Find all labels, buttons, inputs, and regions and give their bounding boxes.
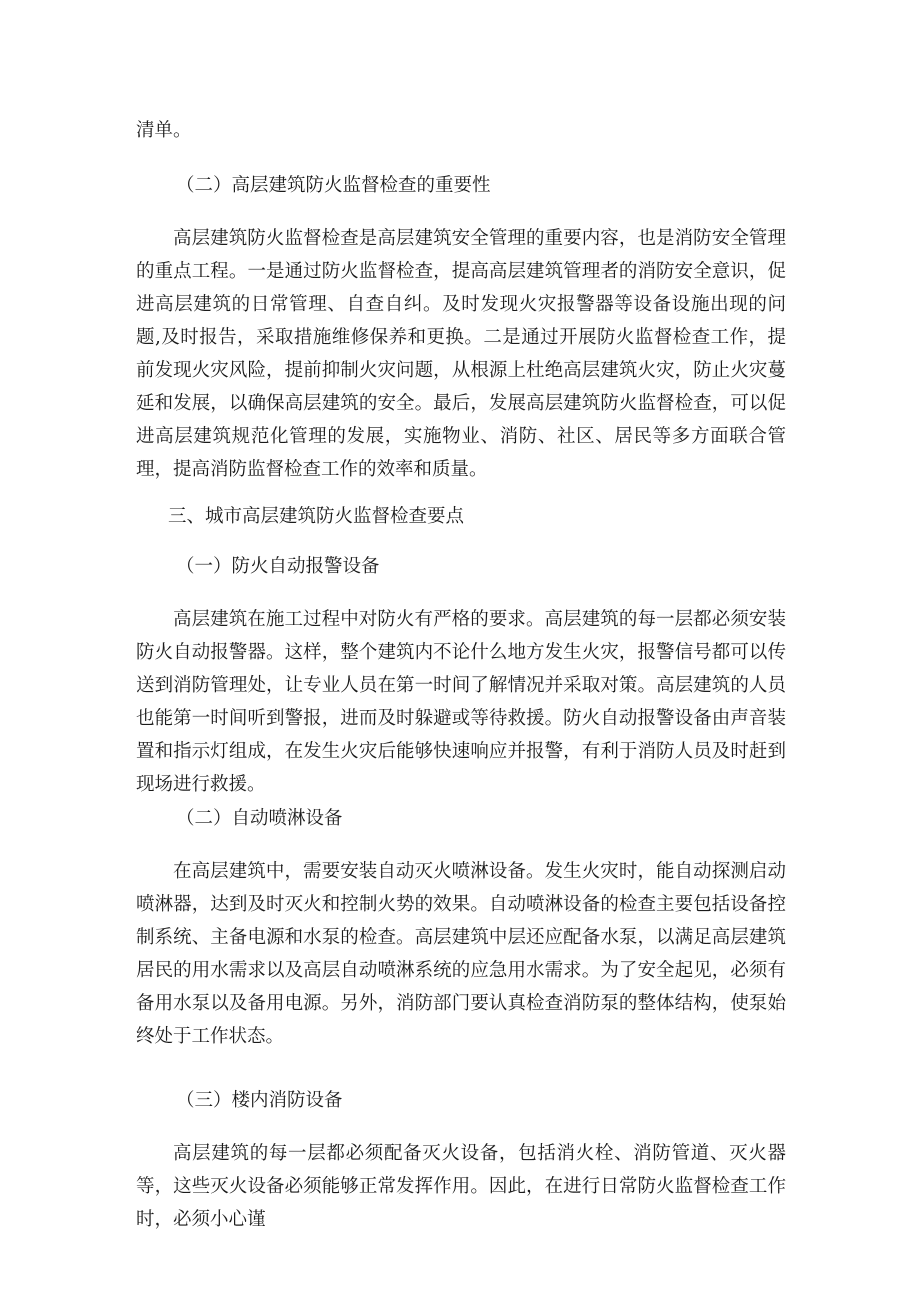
lead-line: 清单。	[136, 120, 192, 141]
section-heading-importance: （二）高层建筑防火监督检查的重要性	[176, 175, 491, 196]
paragraph-indoor-fire-equipment: 高层建筑的每一层都必须配备灭火设备，包括消火栓、消防管道、灭火器等，这些灭火设备必须能够正常发挥作用。因此，在进行日常防火监督检查工作时，必须小心谨	[136, 1143, 786, 1230]
paragraph-importance: 高层建筑防火监督检查是高层建筑安全管理的重要内容，也是消防安全管理的重点工程。一是通过防火监督检查，提高高层建筑管理者的消防安全意识，促进高层建筑的日常管理、自查自纠。及时发现火灾报警器等设备设施出现的问题,及时报告，采取措施维修保养和更换。二是通过开展防火监督检查工作，提前发现火灾风险，提前抑制火灾问题，从根源上杜绝高层建筑火灾，防止火灾蔓延和发展，以确保高层建筑的安全。最后，发展高层建筑防火监督检查，可以促进高层建筑规范化管理的发展，实施物业、消防、社区、居民等多方面联合管理，提高消防监督检查工作的效率和质量。	[136, 228, 786, 480]
section-heading-indoor-fire-equipment: （三）楼内消防设备	[176, 1090, 343, 1111]
paragraph-sprinkler: 在高层建筑中，需要安装自动灭火喷淋设备。发生火灾时，能自动探测启动喷淋器，达到及时灭火和控制火势的效果。自动喷淋设备的检查主要包括设备控制系统、主备电源和水泵的检查。高层建筑中层还应配备水泵，以满足高层建筑居民的用水需求以及高层自动喷淋系统的应急用水需求。为了安全起见，必须有备用水泵以及备用电源。另外，消防部门要认真检查消防泵的整体结构，使泵始终处于工作状态。	[136, 861, 786, 1047]
section-heading-sprinkler: （二）自动喷淋设备	[176, 808, 343, 829]
section-heading-key-points: 三、城市高层建筑防火监督检查要点	[168, 506, 465, 527]
section-heading-auto-alarm: （一）防火自动报警设备	[176, 556, 380, 577]
paragraph-auto-alarm: 高层建筑在施工过程中对防火有严格的要求。高层建筑的每一层都必须安装防火自动报警器。这样，整个建筑内不论什么地方发生火灾，报警信号都可以传送到消防管理处，让专业人员在第一时间了解情况并采取对策。高层建筑的人员也能第一时间听到警报，进而及时躲避或等待救援。防火自动报警设备由声音装置和指示灯组成，在发生火灾后能够快速响应并报警，有利于消防人员及时赶到现场进行救援。	[136, 609, 786, 795]
